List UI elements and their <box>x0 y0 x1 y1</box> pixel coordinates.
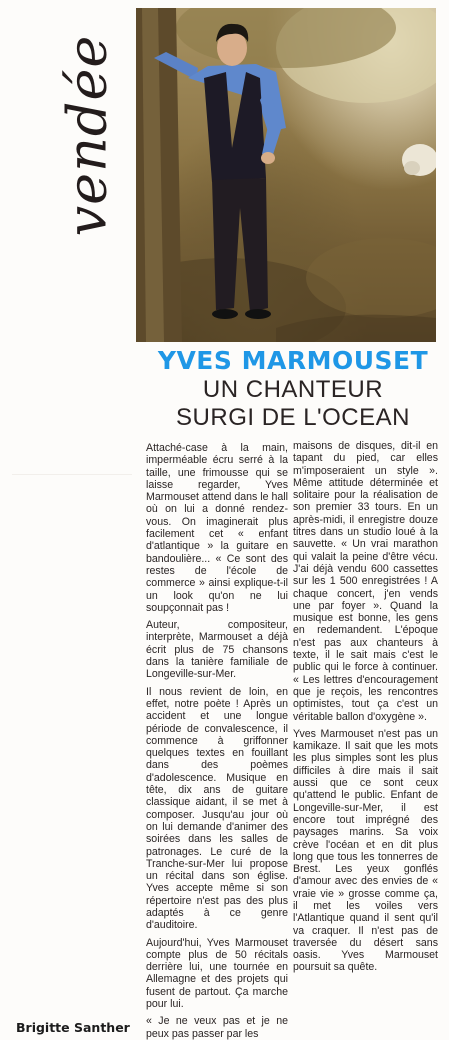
show-through-line <box>12 474 132 495</box>
paragraph: « Je ne veux pas et je ne peux pas passer par les <box>146 1015 288 1040</box>
paragraph: Attaché-case à la main, imperméable écru serré à la taille, une frimousse qui se laisse regarder, Yves Marmouset attend dans le hall où on lui a donné rendez-vous. On imaginerait plus facilement cet « enfant d'atlantique » la guitare en bandoulière... « Ce sont des restes de l'école de commerce » ainsi explique-t-il un look qu'on ne lui soupçonnait pas ! <box>146 442 288 614</box>
paragraph: maisons de disques, dit-il en tapant du pied, car elles m'imposeraient un style ». Même attitude déterminée et solitaire pour la réalisation de son premier 33 tours. En un après-midi, il enregistre douze titres dans un studio loué à la sauvette. « Un vrai marathon qui valait la peine d'être vécu. J'ai déjà vendu 600 cassettes sur les 1 500 enregistrées ! A chaque concert, j'en vends une par foyer ». Quand la musique est bonne, les gens en redemandent. L'époque n'est pas aux chanteurs à texte, il le sait mais c'est le public qui le force à continuer. « Les lettres d'encouragement que je reçois, les rencontres optimistes, tout ça c'est un véritable ballon d'oxygène ». <box>293 440 438 723</box>
paragraph: Aujourd'hui, Yves Marmouset compte plus de 50 récitals derrière lui, une tournée en Allemagne et des projets qui fusent de partout. Ça marche pour lui. <box>146 936 288 1011</box>
portrait-photo <box>136 8 436 342</box>
subtitle-line-1: UN CHANTEUR <box>202 376 384 403</box>
headline <box>150 346 436 432</box>
paragraph: Yves Marmouset n'est pas un kamikaze. Il sait que les mots les plus simples sont les plus difficiles à dire mais il sait aussi que ce sont ceux qu'attend le public. Enfant de Longeville-sur-Mer, il est encore tout imprégné des paysages marins. Sa voix crève l'océan et en dit plus long que tous les tonnerres de Brest. Les yeux gonflés d'amour avec des envies de « vraie vie » grosse comme ça, il met les voiles vers l'Atlantique quand il sent qu'il va craquer. Il n'est pas de traversée du désert sans oasis. Yves Marmouset poursuit sa quête. <box>293 727 438 974</box>
subtitle-line-2: SURGI DE L'OCEAN <box>176 404 410 431</box>
section-label-text: vendée <box>55 34 119 236</box>
artist-name: YVES MARMOUSET <box>157 346 429 375</box>
article-column-left <box>146 442 288 1040</box>
author-byline: Brigitte Santher <box>16 1020 130 1035</box>
article-column-right <box>293 440 438 974</box>
portrait-photo-drawing <box>136 8 436 342</box>
paragraph: Auteur, compositeur, interprète, Marmouset a déjà écrit plus de 75 chansons dans la tanière familiale de Longeville-sur-Mer. <box>146 619 288 681</box>
paragraph: Il nous revient de loin, en effet, notre poète ! Après un accident et une longue période de convalescence, il commence à griffonner quelques textes en fouillant dans des poèmes d'adolescence. Musique en tête, dix ans de guitare classique aidant, il se met à composer. Jusqu'au jour où on lui demande d'animer des soirées dans les salles de patronages. Le curé de la Tranche-sur-Mer lui propose un récital dans son église. Yves accepte même si son répertoire n'est pas des plus adaptés à ce genre d'auditoire. <box>146 685 288 932</box>
section-label <box>52 34 122 236</box>
